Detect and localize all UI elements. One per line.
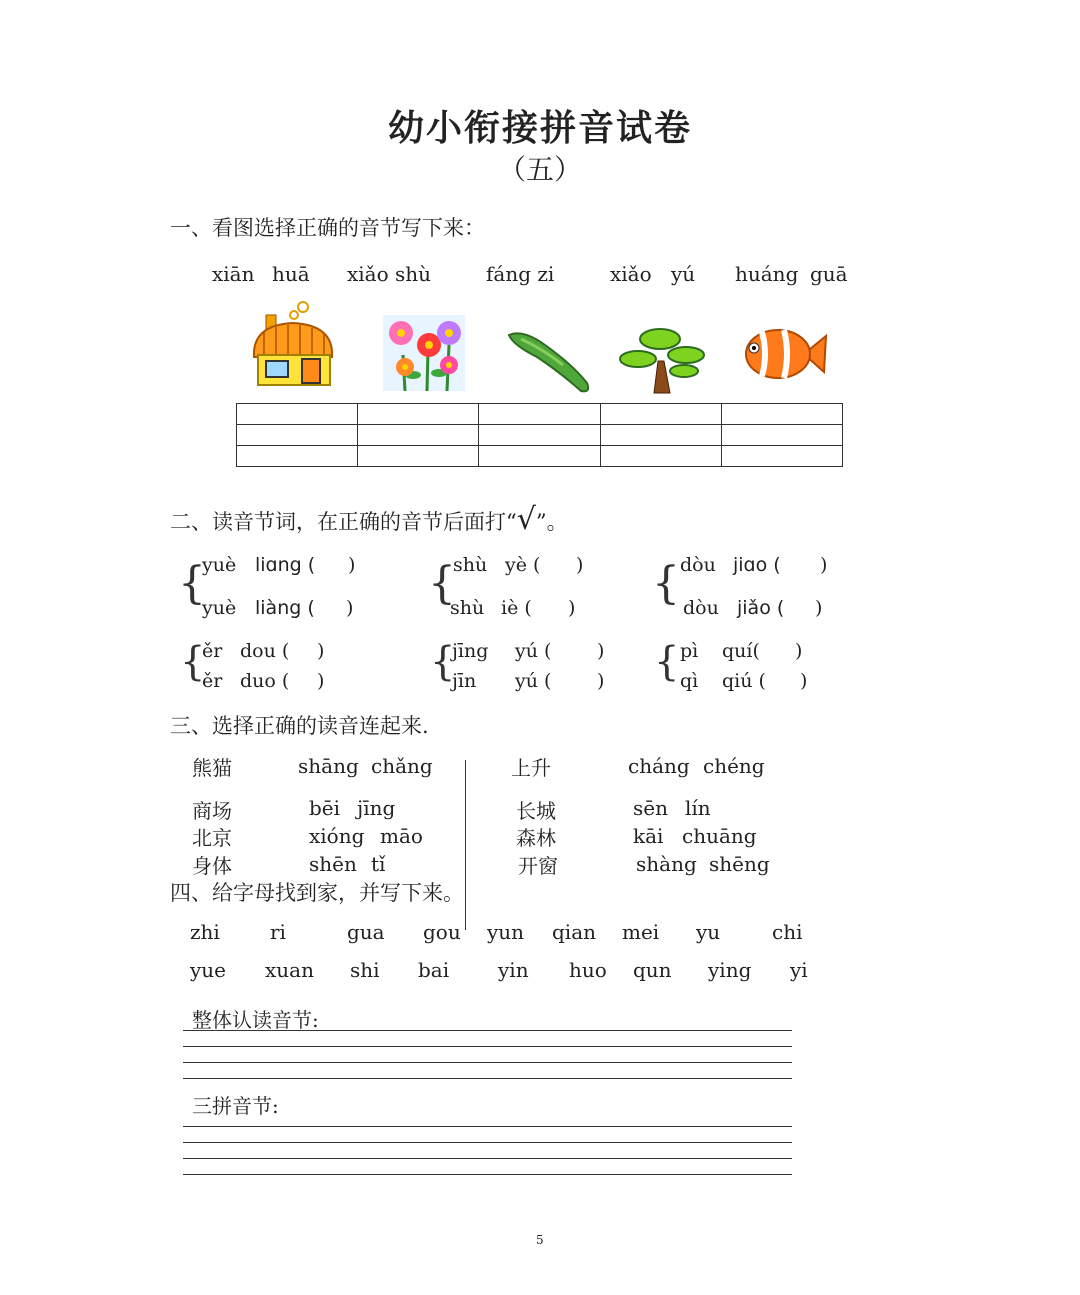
page-title: 幼小衔接拼音试卷: [387, 107, 692, 149]
label-three-part-syllables: 三拼音节:: [192, 1094, 279, 1118]
brace: {: [178, 558, 206, 609]
option-pinyin: shù: [450, 597, 485, 619]
word-xiongmao[interactable]: 熊猫: [192, 756, 232, 780]
pinyin-option[interactable]: shēn: [309, 852, 357, 876]
fish-image: [740, 318, 830, 390]
pinyin-xiaoshu: xiǎo shù: [347, 262, 432, 286]
option-pinyin: dòu: [683, 597, 719, 619]
option-pinyin: dou (: [240, 640, 290, 662]
word-shangchang[interactable]: 商场: [192, 799, 232, 823]
syllable: gua: [347, 920, 385, 944]
pinyin-huang: huáng: [735, 262, 799, 286]
word-shenti[interactable]: 身体: [192, 854, 232, 878]
syllable: mei: [622, 920, 660, 944]
answer-paren[interactable]: ): [346, 597, 354, 619]
syllable: gou: [423, 920, 461, 944]
pinyin-option[interactable]: sēn: [633, 796, 668, 820]
pinyin-option[interactable]: shēng: [709, 852, 770, 876]
option-pinyin: ěr: [202, 670, 223, 692]
syllable: ri: [270, 920, 286, 944]
pinyin-hua: huā: [272, 262, 310, 286]
option-pinyin: jīn: [452, 670, 477, 692]
pinyin-gua: guā: [810, 262, 848, 286]
option-pinyin: qì: [680, 670, 699, 692]
brace: {: [180, 639, 206, 685]
house-image: [248, 295, 338, 390]
syllable: yue: [190, 958, 227, 982]
syllable: shi: [350, 958, 380, 982]
syllable: yi: [790, 958, 808, 982]
pinyin-xian: xiān: [212, 262, 255, 286]
section4-heading: 四、给字母找到家，并写下来。: [170, 881, 464, 905]
option-pinyin: jiǎo (: [737, 597, 785, 619]
writing-line[interactable]: [183, 1078, 792, 1079]
pinyin-option[interactable]: jīng: [357, 796, 396, 820]
syllable: yu: [696, 920, 721, 944]
option-pinyin: pì: [680, 640, 699, 662]
syllable: zhi: [190, 920, 220, 944]
divider-line: [465, 760, 466, 930]
option-pinyin: ěr: [202, 640, 223, 662]
syllable: qian: [552, 920, 597, 944]
tree-image: [618, 325, 708, 395]
option-pinyin: yú (: [515, 670, 552, 692]
word-beijing[interactable]: 北京: [192, 826, 232, 850]
option-pinyin: yuè: [202, 597, 237, 619]
writing-line[interactable]: [183, 1126, 792, 1127]
pinyin-option[interactable]: kāi: [633, 824, 664, 848]
syllable: yun: [487, 920, 525, 944]
answer-grid: [236, 403, 843, 467]
pinyin-option[interactable]: chǎng: [371, 754, 433, 778]
answer-paren[interactable]: ): [576, 554, 584, 576]
option-pinyin: liɑng (: [255, 554, 316, 576]
answer-paren[interactable]: ): [597, 670, 605, 692]
option-pinyin: jīng: [452, 640, 489, 662]
option-pinyin: duo (: [240, 670, 290, 692]
option-pinyin: yú (: [515, 640, 552, 662]
syllable: huo: [569, 958, 607, 982]
syllable: chi: [772, 920, 803, 944]
section3-heading: 三、选择正确的读音连起来.: [170, 714, 429, 738]
word-changcheng[interactable]: 长城: [516, 799, 556, 823]
page-subtitle: （五）: [497, 153, 582, 186]
syllable: bai: [418, 958, 450, 982]
answer-paren[interactable]: ): [317, 670, 325, 692]
pinyin-fangzi: fáng zi: [486, 262, 555, 286]
answer-paren[interactable]: ): [317, 640, 325, 662]
option-pinyin: jiɑo (: [733, 554, 781, 576]
option-pinyin: dòu: [680, 554, 716, 576]
option-pinyin: shù: [453, 554, 488, 576]
word-kaichuang[interactable]: 开窗: [518, 854, 558, 878]
writing-line[interactable]: [183, 1062, 792, 1063]
writing-line[interactable]: [183, 1046, 792, 1047]
label-whole-syllables: 整体认读音节:: [192, 1008, 319, 1032]
brace: {: [430, 639, 456, 685]
answer-paren[interactable]: ): [597, 640, 605, 662]
flowers-image: [383, 315, 465, 391]
pinyin-xiao: xiǎo: [610, 262, 652, 286]
check-mark: √: [516, 502, 536, 537]
pinyin-option[interactable]: māo: [380, 824, 423, 848]
pinyin-option[interactable]: cháng: [628, 754, 690, 778]
writing-line[interactable]: [183, 1158, 792, 1159]
page-number: 5: [536, 1233, 544, 1247]
option-pinyin: liàng (: [255, 597, 315, 619]
cucumber-image: [503, 325, 593, 395]
pinyin-yu: yú: [671, 262, 696, 286]
brace: {: [428, 558, 456, 609]
answer-paren[interactable]: ): [815, 597, 823, 619]
syllable: xuan: [265, 958, 314, 982]
pinyin-option[interactable]: bēi: [309, 796, 341, 820]
option-pinyin: yè (: [505, 554, 541, 576]
pinyin-option[interactable]: chéng: [703, 754, 765, 778]
pinyin-option[interactable]: shàng: [636, 852, 697, 876]
section2-heading: 二、读音节词，在正确的音节后面打“√”。: [170, 502, 568, 537]
word-senlin[interactable]: 森林: [516, 826, 556, 850]
section1-heading: 一、看图选择正确的音节写下来：: [170, 216, 485, 240]
pinyin-option[interactable]: lín: [685, 796, 711, 820]
pinyin-option[interactable]: shāng: [298, 754, 359, 778]
pinyin-option[interactable]: chuāng: [682, 824, 757, 848]
option-pinyin: yuè: [202, 554, 237, 576]
answer-paren[interactable]: ): [800, 670, 808, 692]
brace: {: [652, 558, 680, 609]
word-shangsheng[interactable]: 上升: [511, 756, 551, 780]
writing-line[interactable]: [183, 1174, 792, 1175]
writing-line[interactable]: [183, 1030, 792, 1031]
pinyin-option[interactable]: tǐ: [371, 852, 386, 876]
option-pinyin: quí(: [722, 640, 760, 662]
answer-paren[interactable]: ): [795, 640, 803, 662]
answer-paren[interactable]: ): [348, 554, 356, 576]
syllable: yin: [498, 958, 529, 982]
option-pinyin: iè (: [501, 597, 532, 619]
brace: {: [654, 639, 680, 685]
syllable: qun: [633, 958, 672, 982]
answer-paren[interactable]: ): [568, 597, 576, 619]
syllable: ying: [708, 958, 752, 982]
answer-paren[interactable]: ): [820, 554, 828, 576]
option-pinyin: qiú (: [722, 670, 766, 692]
pinyin-option[interactable]: xióng: [309, 824, 365, 848]
writing-line[interactable]: [183, 1142, 792, 1143]
